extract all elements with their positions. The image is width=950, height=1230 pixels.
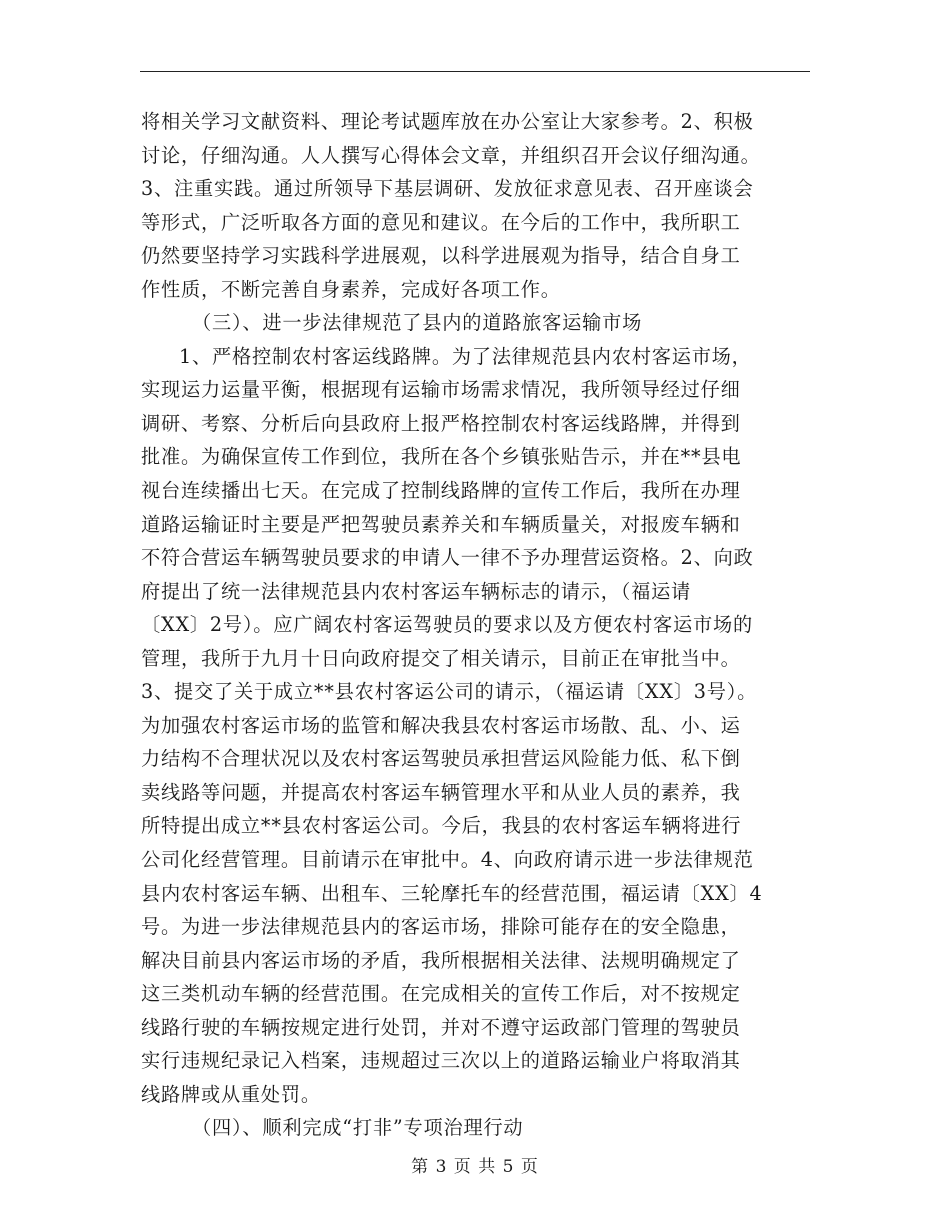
text-line: 批准。为确保宣传工作到位，我所在各个乡镇张贴告示，并在**县电 bbox=[141, 445, 742, 469]
text-line: 实现运力运量平衡，根据现有运输市场需求情况，我所领导经过仔细 bbox=[141, 378, 741, 402]
text-line: 线路牌或从重处罚。 bbox=[141, 1082, 321, 1106]
text-line: 号。为进一步法律规范县内的客运市场，排除可能存在的安全隐患， bbox=[141, 915, 741, 939]
text-line: 县内农村客运车辆、出租车、三轮摩托车的经营范围，福运请〔XX〕4 bbox=[141, 881, 763, 905]
document-body bbox=[141, 105, 811, 1145]
text-line: 作性质，不断完善自身素养，完成好各项工作。 bbox=[141, 277, 561, 301]
section-heading: （三）、进一步法律规范了县内的道路旅客运输市场 bbox=[192, 311, 643, 335]
text-line: 力结构不合理状况以及农村客运驾驶员承担营运风险能力低、私下倒 bbox=[141, 747, 741, 771]
text-line: 3、注重实践。通过所领导下基层调研、发放征求意见表、召开座谈会 bbox=[141, 177, 754, 201]
text-line: 1、严格控制农村客运线路牌。为了法律规范县内农村客运市场， bbox=[179, 344, 752, 368]
text-line: 解决目前县内客运市场的矛盾，我所根据相关法律、法规明确规定了 bbox=[141, 948, 741, 972]
text-line: 卖线路等问题，并提高农村客运车辆管理水平和从业人员的素养，我 bbox=[141, 780, 741, 804]
text-line: 3、提交了关于成立**县农村客运公司的请示，（福运请〔XX〕3号）。 bbox=[141, 680, 758, 704]
text-line: 所特提出成立**县农村客运公司。今后，我县的农村客运车辆将进行 bbox=[141, 814, 742, 838]
text-line: 这三类机动车辆的经营范围。在完成相关的宣传工作后，对不按规定 bbox=[141, 982, 741, 1006]
text-line: 管理，我所于九月十日向政府提交了相关请示，目前正在审批当中。 bbox=[141, 646, 741, 670]
text-line: 道路运输证时主要是严把驾驶员素养关和车辆质量关，对报废车辆和 bbox=[141, 512, 741, 536]
text-line: 线路行驶的车辆按规定进行处罚，并对不遵守运政部门管理的驾驶员 bbox=[141, 1015, 741, 1039]
text-line: 〔XX〕2号）。应广阔农村客运驾驶员的要求以及方便农村客运市场的 bbox=[141, 613, 753, 637]
text-line: 将相关学习文献资料、理论考试题库放在办公室让大家参考。2、积极 bbox=[141, 110, 754, 133]
text-line: 不符合营运车辆驾驶员要求的申请人一律不予办理营运资格。2、向政 bbox=[141, 546, 754, 570]
header-rule bbox=[140, 71, 810, 72]
text-line: 公司化经营管理。目前请示在审批中。4、向政府请示进一步法律规范 bbox=[141, 848, 754, 872]
text-line: 府提出了统一法律规范县内农村客运车辆标志的请示，（福运请 bbox=[141, 579, 692, 603]
text-line: 调研、考察、分析后向县政府上报严格控制农村客运线路牌，并得到 bbox=[141, 411, 741, 435]
text-line: 为加强农村客运市场的监管和解决我县农村客运市场散、乱、小、运 bbox=[141, 713, 741, 737]
text-line: 讨论，仔细沟通。人人撰写心得体会文章，并组织召开会议仔细沟通。 bbox=[141, 143, 761, 167]
text-line: 视台连续播出七天。在完成了控制线路牌的宣传工作后，我所在办理 bbox=[141, 479, 741, 503]
text-line: 仍然要坚持学习实践科学进展观，以科学进展观为指导，结合自身工 bbox=[141, 244, 741, 268]
section-heading: （四）、顺利完成“打非”专项治理行动 bbox=[192, 1116, 524, 1140]
text-line: 等形式，广泛听取各方面的意见和建议。在今后的工作中，我所职工 bbox=[141, 210, 741, 234]
text-line: 实行违规纪录记入档案，违规超过三次以上的道路运输业户将取消其 bbox=[141, 1049, 741, 1073]
page-footer: 第 3 页 共 5 页 bbox=[411, 1157, 539, 1177]
